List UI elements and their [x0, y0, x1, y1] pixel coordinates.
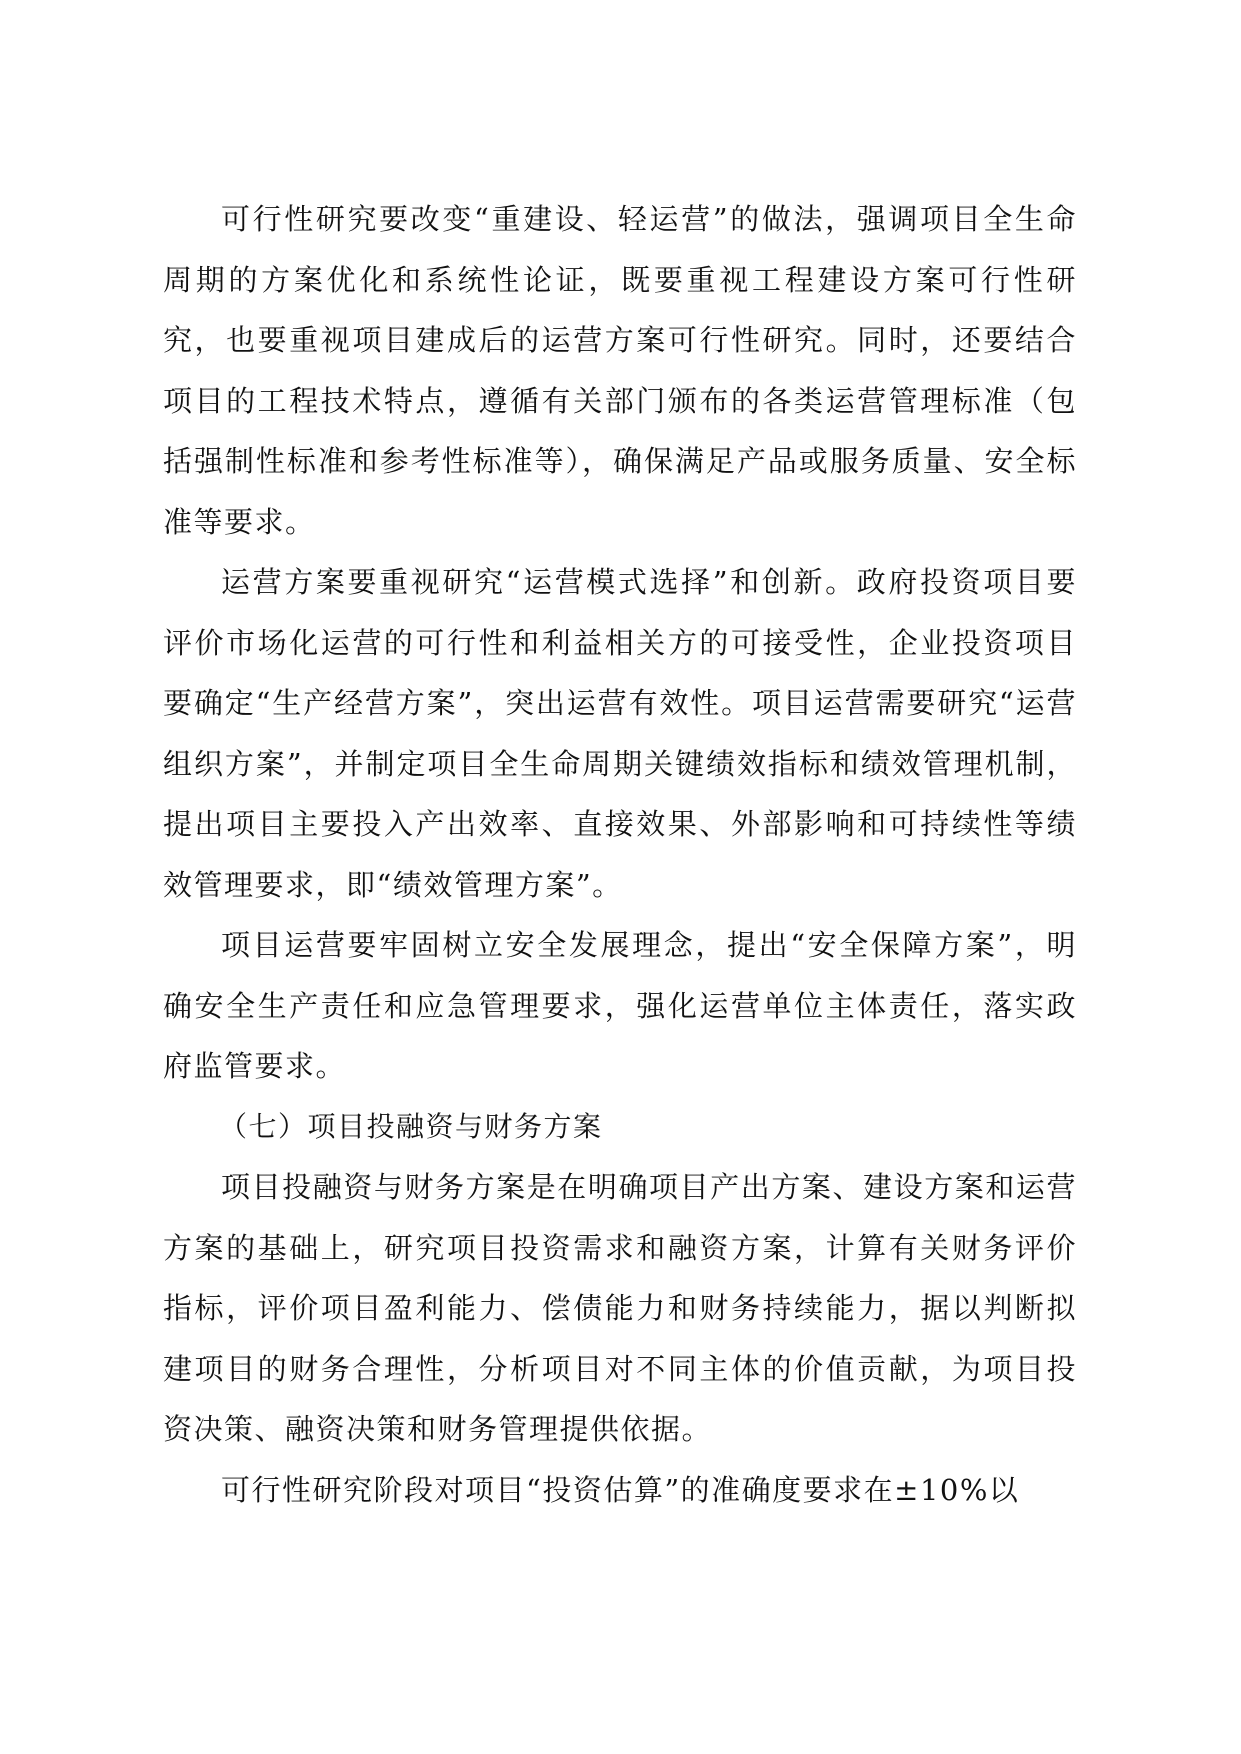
paragraph-investment-estimate: 可行性研究阶段对项目“投资估算”的准确度要求在±10%以 — [221, 1472, 1020, 1507]
paragraph-safety-plan: 项目运营要牢固树立安全发展理念，提出“安全保障方案”，明确安全生产责任和应急管理要求，强化运营单位主体责任，落实政府监管要求。 — [163, 928, 1077, 1083]
document-body — [163, 189, 1077, 1520]
paragraph-financing-plan: 项目投融资与财务方案是在明确项目产出方案、建设方案和运营方案的基础上，研究项目投资需求和融资方案，计算有关财务评价指标，评价项目盈利能力、偿债能力和财务持续能力，据以判断拟建项目的财务合理性，分析项目对不同主体的价值贡献，为项目投资决策、融资决策和财务管理提供依据。 — [163, 1170, 1077, 1446]
section-heading-financing: （七）项目投融资与财务方案 — [219, 1109, 603, 1143]
paragraph-operation-feasibility: 可行性研究要改变“重建设、轻运营”的做法，强调项目全生命周期的方案优化和系统性论证，既要重视工程建设方案可行性研究，也要重视项目建成后的运营方案可行性研究。同时，还要结合项目的工程技术特点，遵循有关部门颁布的各类运营管理标准（包括强制性标准和参考性标准等），确保满足产品或服务质量、安全标准等要求。 — [163, 202, 1077, 539]
paragraph-operation-mode: 运营方案要重视研究“运营模式选择”和创新。政府投资项目要评价市场化运营的可行性和利益相关方的可接受性，企业投资项目要确定“生产经营方案”，突出运营有效性。项目运营需要研究“运营组织方案”，并制定项目全生命周期关键绩效指标和绩效管理机制，提出项目主要投入产出效率、直接效果、外部影响和可持续性等绩效管理要求，即“绩效管理方案”。 — [163, 565, 1077, 902]
